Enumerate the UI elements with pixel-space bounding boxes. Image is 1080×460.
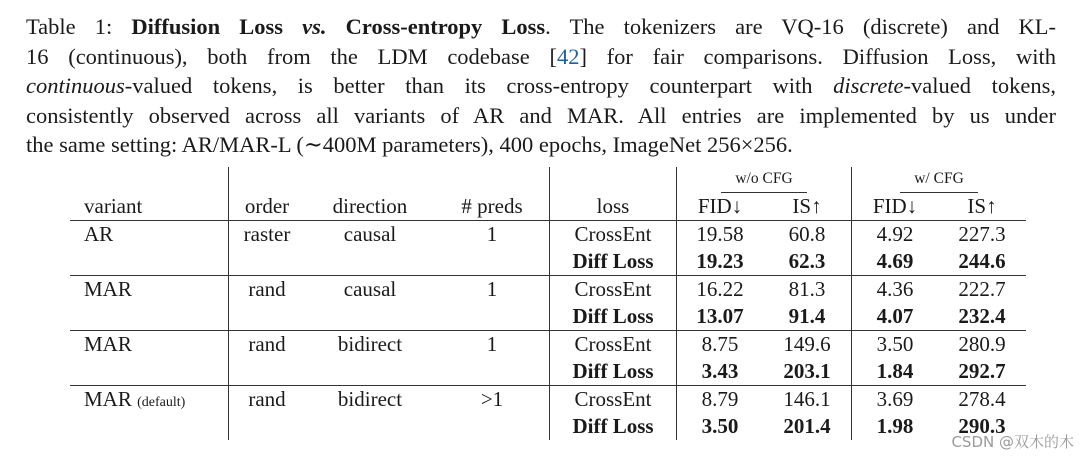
table-row xyxy=(70,221,1026,249)
cell-direction: causal xyxy=(305,221,435,276)
cell-fid-w: 3.50 xyxy=(852,331,939,359)
caption-line3-a: -valued tokens, is better than its cross-entropy counterpart with xyxy=(124,73,834,98)
header-row xyxy=(70,193,1026,221)
cell-fid-wo: 19.23 xyxy=(677,248,764,276)
caption-title-b: Cross-entropy Loss xyxy=(345,14,546,39)
cell-is-wo: 91.4 xyxy=(788,304,826,328)
cell-variant-default: (default) xyxy=(137,395,186,410)
cell-is-wo: 62.3 xyxy=(788,249,826,273)
cell-fid-wo: 3.50 xyxy=(677,413,764,440)
cell-is-wo: 146.1 xyxy=(763,386,852,414)
caption-line2-a: 16 (continuous), both from the LDM codebase [ xyxy=(26,43,557,69)
header-fid-w: FID↓ xyxy=(852,193,939,221)
caption-title-vs: vs. xyxy=(302,14,327,39)
cell-is-w: 232.4 xyxy=(958,304,1006,328)
header-direction: direction xyxy=(332,194,408,218)
cell-order: raster xyxy=(229,221,306,276)
cell-loss: Diff Loss xyxy=(550,248,677,276)
cell-is-w: 290.3 xyxy=(958,414,1006,438)
caption-line1-rest: . The tokenizers are VQ-16 (discrete) and KL- xyxy=(545,14,1057,39)
cell-loss: CrossEnt xyxy=(550,221,677,249)
cell-preds: >1 xyxy=(435,386,550,441)
header-loss: loss xyxy=(550,193,677,221)
cell-direction: bidirect xyxy=(305,331,435,386)
cell-variant: MAR xyxy=(84,277,132,301)
cell-fid-w: 1.84 xyxy=(852,358,939,386)
header-variant: variant xyxy=(84,194,143,218)
cell-fid-w: 3.69 xyxy=(852,386,939,414)
caption-line-5: the same setting: AR/MAR-L (∼400M parameters), 400 epochs, ImageNet 256×256. xyxy=(26,132,793,157)
table-row xyxy=(70,331,1026,359)
header-preds: # preds xyxy=(461,194,523,218)
cell-loss: CrossEnt xyxy=(550,386,677,414)
header-fid-wo: FID↓ xyxy=(677,193,764,221)
watermark: CSDN @双木的木 xyxy=(951,433,1074,451)
cell-loss: Diff Loss xyxy=(550,358,677,386)
caption-line-2 xyxy=(26,42,1056,72)
cell-is-w: 280.9 xyxy=(938,331,1026,359)
cell-variant: MAR xyxy=(84,332,132,356)
cell-loss: Diff Loss xyxy=(550,303,677,331)
cell-is-wo: 149.6 xyxy=(763,331,852,359)
cell-is-w: 292.7 xyxy=(958,359,1006,383)
caption-label: Table 1: xyxy=(26,14,113,39)
cell-is-w: 244.6 xyxy=(958,249,1006,273)
table-row xyxy=(70,386,1026,414)
cell-fid-w: 4.36 xyxy=(852,276,939,304)
results-table xyxy=(70,167,1026,440)
cell-is-wo: 201.4 xyxy=(783,414,831,438)
cell-loss: CrossEnt xyxy=(550,331,677,359)
cell-is-w: 222.7 xyxy=(938,276,1026,304)
cell-is-wo: 60.8 xyxy=(763,221,852,249)
cell-variant: MAR xyxy=(84,387,132,411)
cell-fid-wo: 13.07 xyxy=(677,303,764,331)
group-header-wo-cfg: w/o CFG xyxy=(721,167,806,193)
cell-fid-w: 1.98 xyxy=(852,413,939,440)
cell-order: rand xyxy=(229,331,306,386)
caption-continuous: continuous xyxy=(26,73,125,98)
cell-fid-wo: 8.75 xyxy=(677,331,764,359)
header-is-w: IS↑ xyxy=(967,194,997,218)
table-row xyxy=(70,276,1026,304)
cell-fid-wo: 19.58 xyxy=(677,221,764,249)
caption-line2-b: ] for fair comparisons. Diffusion Loss, with xyxy=(579,43,1056,69)
caption-title-a: Diffusion Loss xyxy=(131,14,284,39)
cell-direction: bidirect xyxy=(305,386,435,441)
cell-preds: 1 xyxy=(435,331,550,386)
cell-fid-wo: 16.22 xyxy=(677,276,764,304)
group-header-w-cfg: w/ CFG xyxy=(900,167,978,193)
cell-is-wo: 81.3 xyxy=(763,276,852,304)
cell-preds: 1 xyxy=(435,221,550,276)
caption-line-3 xyxy=(26,71,1056,101)
cell-preds: 1 xyxy=(435,276,550,331)
cell-variant: AR xyxy=(84,222,114,246)
caption-line-1 xyxy=(26,12,1056,42)
cell-fid-w: 4.92 xyxy=(852,221,939,249)
cell-is-w: 227.3 xyxy=(938,221,1026,249)
cell-is-w: 278.4 xyxy=(938,386,1026,414)
caption-line-4: consistently observed across all variants of AR and MAR. All entries are implemented by us under xyxy=(26,102,1056,128)
table-caption xyxy=(26,12,1056,160)
header-is-wo: IS↑ xyxy=(792,194,822,218)
cell-order: rand xyxy=(229,386,306,441)
cell-direction: causal xyxy=(305,276,435,331)
citation-link[interactable]: 42 xyxy=(556,43,580,69)
cell-loss: CrossEnt xyxy=(550,276,677,304)
cell-fid-w: 4.07 xyxy=(852,303,939,331)
cell-fid-w: 4.69 xyxy=(852,248,939,276)
caption-discrete: discrete xyxy=(833,73,904,98)
cell-is-wo: 203.1 xyxy=(783,359,831,383)
cell-order: rand xyxy=(229,276,306,331)
header-order: order xyxy=(229,193,306,221)
cell-loss: Diff Loss xyxy=(550,413,677,440)
cell-fid-wo: 8.79 xyxy=(677,386,764,414)
group-header-row xyxy=(70,167,1026,193)
cell-fid-wo: 3.43 xyxy=(677,358,764,386)
caption-line3-b: -valued tokens, xyxy=(903,73,1056,98)
